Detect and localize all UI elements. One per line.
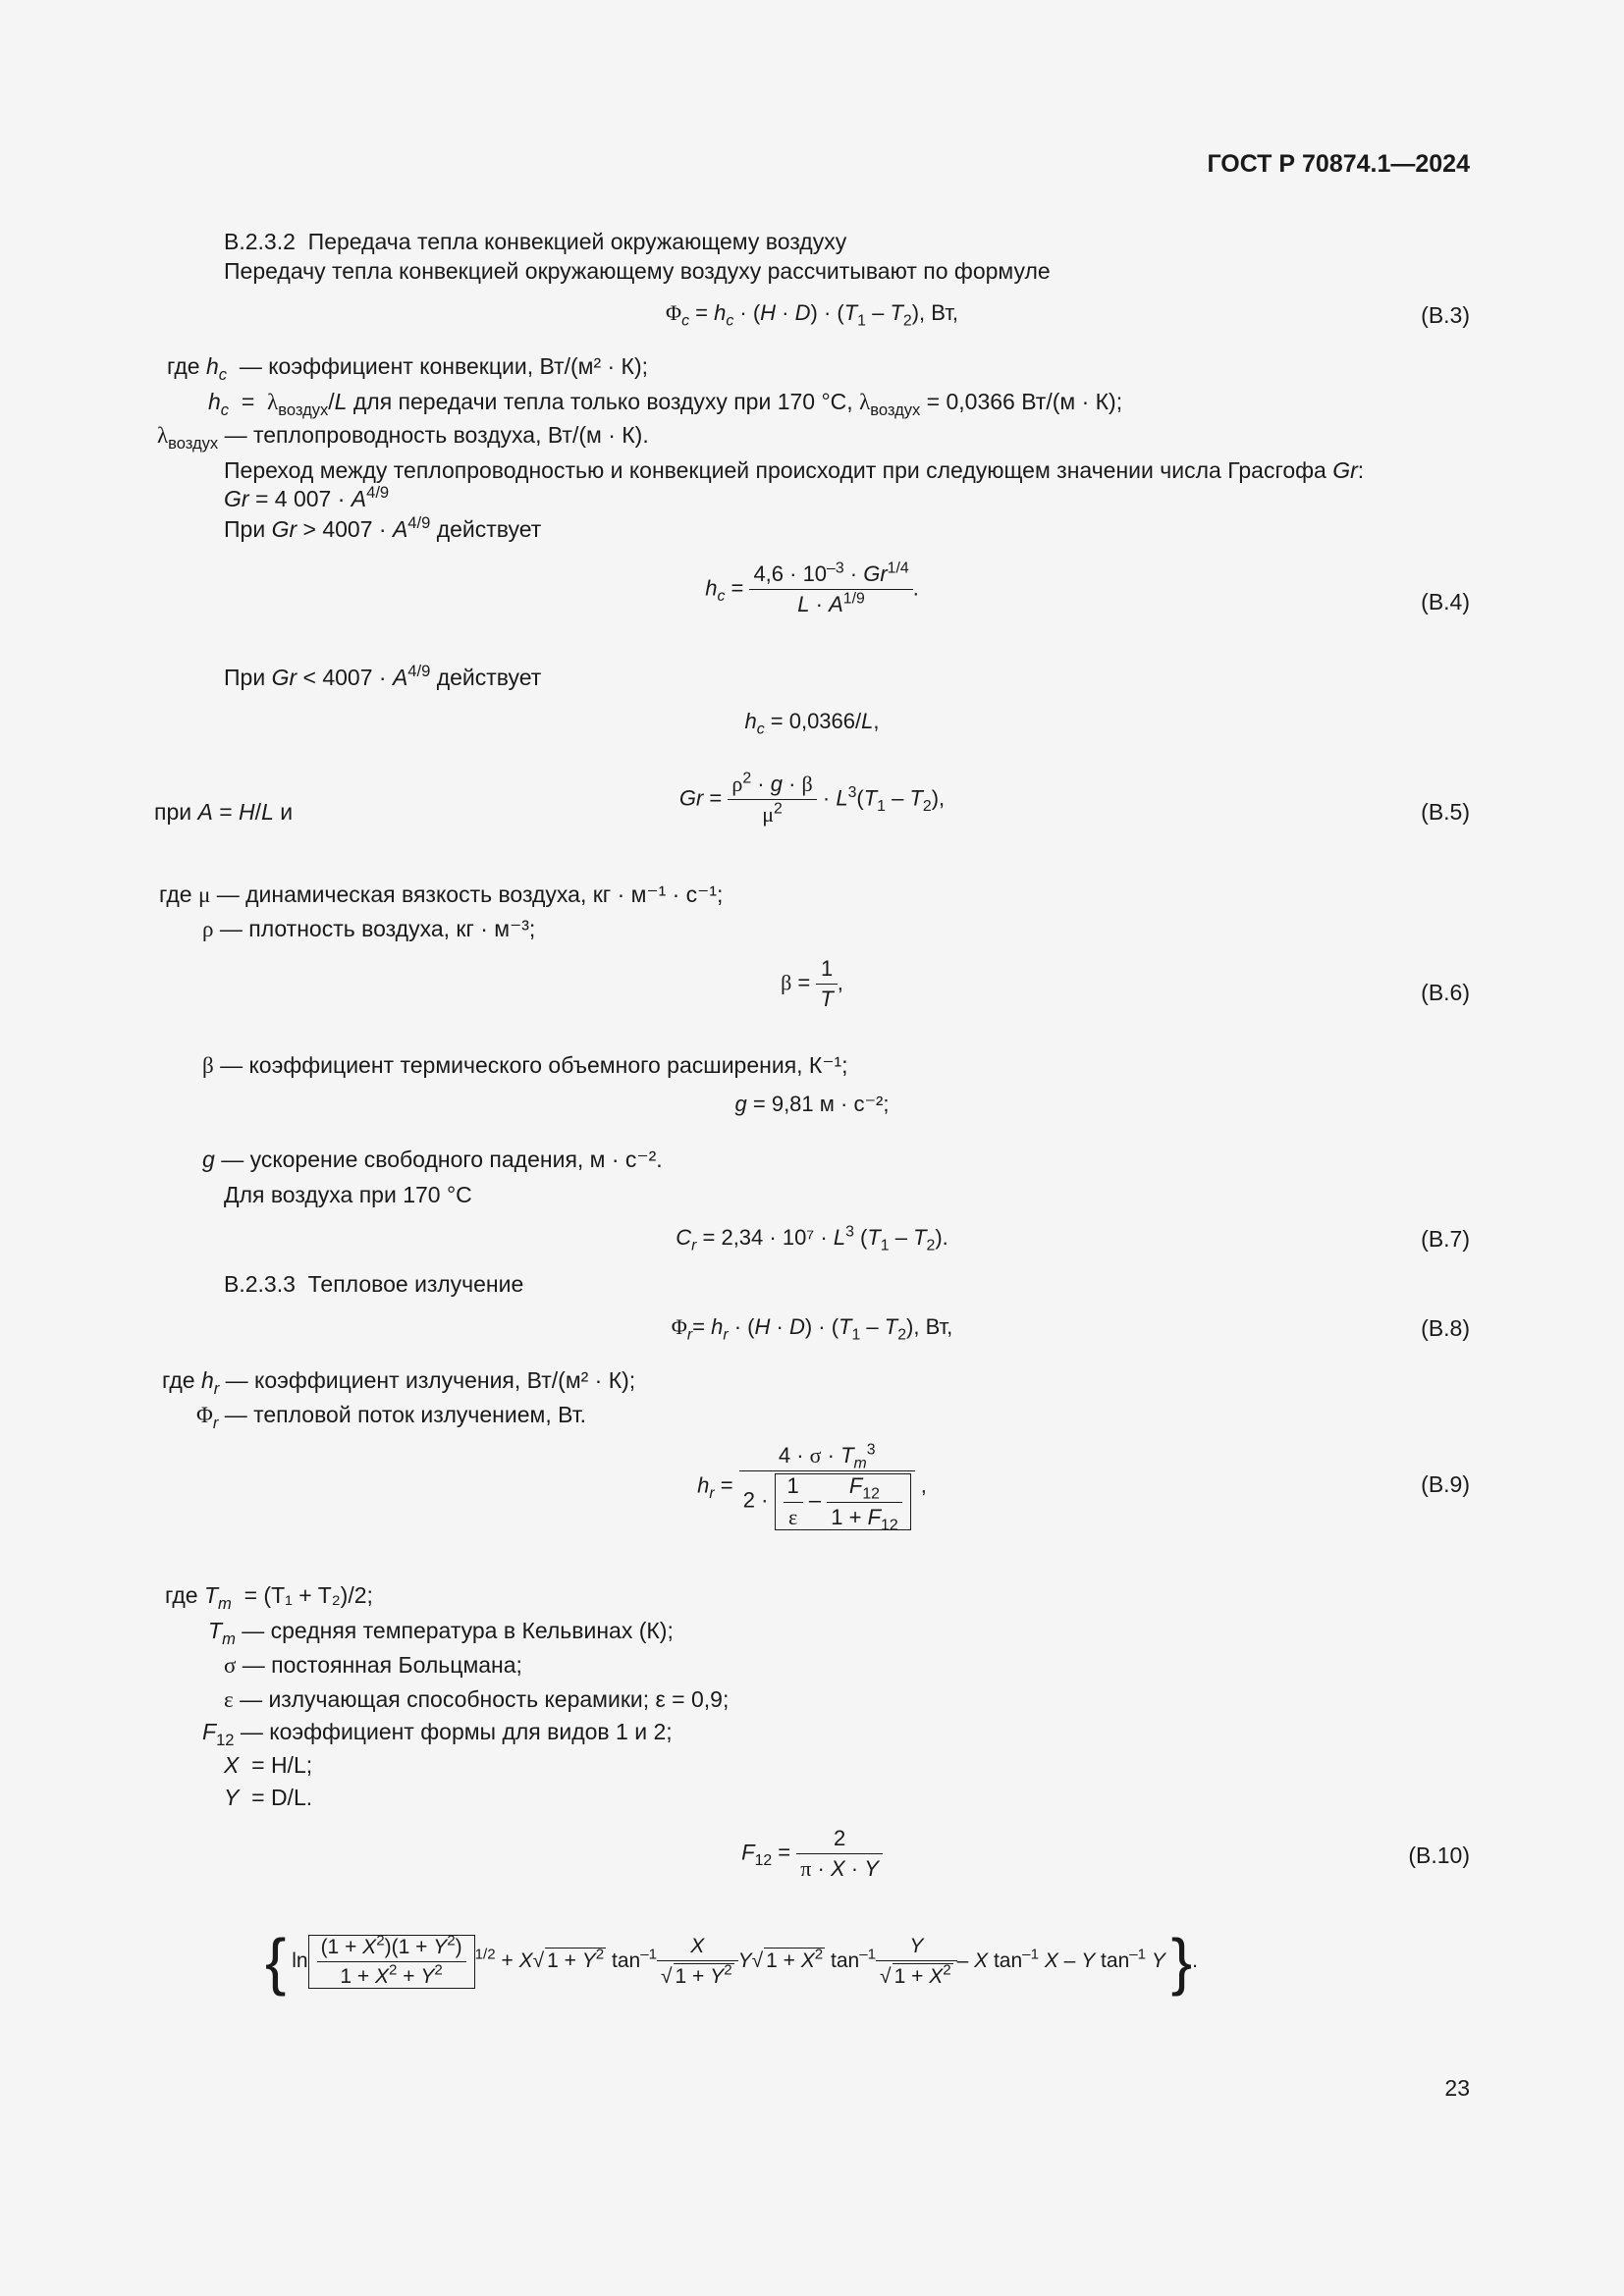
formula-b4: $h_c$ = $\frac{4,6 \cdot 10^{-3} \cdot Gr^{1/4}}{L \cdot A^{1/9}}$ . xyxy=(705,560,919,617)
equation-number: (В.7) xyxy=(1421,1226,1470,1252)
equation-number: (В.6) xyxy=(1421,980,1470,1005)
formula-b5: Gr = $\frac{\rho^2 \cdot g \cdot \beta}{\mu^2}$ · $L^3(T_1 - T_2)$, xyxy=(678,770,946,828)
definition-mu: где μ — динамическая вязкость воздуха, кг · м⁻¹ · с⁻¹; xyxy=(159,881,724,907)
formula-b8: $\Phi_r= h_r \cdot (H \cdot D) \cdot (T_1 - T_2)$, Вт, xyxy=(671,1314,953,1344)
formula-b7: $C_r = 2,34 \cdot 10^7 \cdot L^3$ $(T_1 - T_2)$. xyxy=(676,1223,948,1255)
condition-a: при A = H/L и xyxy=(154,799,294,825)
definition-f12: $F_{12}$ — коэффициент формы для видов 1 и 2; xyxy=(202,1719,673,1749)
definition-rho: ρ — плотность воздуха, кг · м⁻³; xyxy=(202,916,536,941)
definition-hc: где $h_c$ — коэффициент конвекции, Вт/(м² · К); xyxy=(167,353,648,384)
equation-number: (В.8) xyxy=(1421,1315,1470,1341)
grashof-value: Gr = 4 $007 \cdot A^{4/9}$ xyxy=(224,482,390,511)
definition-hc-equation: $h_c = \lambda_{воздух}/L$ для передачи тепла только воздуху при 170 °С, $\lambda_{воздух} = 0,0366$ Вт/(м · К); xyxy=(208,389,1123,419)
definition-beta: β — коэффициент термического объемного расширения, К⁻¹; xyxy=(202,1052,848,1078)
intro-paragraph: Передачу тепла конвекцией окружающему воздуху рассчитывают по формуле xyxy=(224,258,1051,284)
grashof-transition: Переход между теплопроводностью и конвекцией происходит при следующем значении числа Грасгофа Gr: xyxy=(224,457,1365,483)
section-title: Тепловое излучение xyxy=(307,1271,524,1297)
definition-tm-eq: где $T_m = (T_1 + T_2)/2$; xyxy=(165,1582,373,1613)
definition-g: g — ускорение свободного падения, м · с⁻². xyxy=(202,1147,663,1172)
definition-hr: где $h_r$ — коэффициент излучения, Вт/(м² · К); xyxy=(162,1367,636,1398)
definition-lambda: $\lambda_{воздух}$ — теплопроводность воздуха, Вт/(м · К). xyxy=(157,422,649,453)
formula-b10-continuation: { ln $\frac{(1 + X^2)(1 + Y^2)}{1 + X^2 + Y^2}$ $^{1/2}$ + X√ $1 + Y^2$ $\tan^{-1}$ $\frac{X}{√ 1 + Y^2}$ Y√ $1 + X^2$ $\tan^{-1}$ $\frac{Y}{√ 1 + X^2}$ – X $\tan^{-1} X$ – Y $\tan^{-1} Y$ }. xyxy=(265,1926,1198,1997)
document-code: ГОСТ Р 70874.1—2024 xyxy=(1207,150,1470,178)
section-heading-b232 xyxy=(224,229,846,256)
formula-b10: $F_{12}$ = $\frac{2}{\pi \cdot X \cdot Y}$ xyxy=(0,1826,1624,1883)
definition-sigma: σ — постоянная Больцмана; xyxy=(224,1652,522,1678)
equation-number: (В.3) xyxy=(1421,302,1470,328)
page-number: 23 xyxy=(1444,2075,1470,2101)
air-170-note: Для воздуха при 170 °С xyxy=(224,1182,472,1207)
definition-epsilon: ε — излучающая способность керамики; ε = 0,9; xyxy=(224,1686,730,1712)
formula-b9: $h_r$ = $4 \cdot \sigma \cdot T_m^3$ 2 · $\frac{1}{\varepsilon}$ – $\frac{F_{12}}{1 + F_{12}}$ , xyxy=(697,1441,927,1534)
condition-gr-less: При $Gr < 4007 \cdot A^{4/9}$ действует xyxy=(224,661,542,690)
definition-y: Y = D/L. xyxy=(224,1785,313,1810)
equation-number: (В.5) xyxy=(1421,799,1470,825)
condition-gr-greater: При $Gr > 4007 \cdot A^{4/9}$ действует xyxy=(224,512,542,542)
section-title: Передача тепла конвекцией окружающему воздуху xyxy=(307,229,847,254)
section-number: В.2.3.3 xyxy=(224,1271,296,1297)
equation-number: (В.10) xyxy=(1408,1842,1470,1868)
formula-g: g = 9,81 м · с⁻²; xyxy=(734,1092,890,1116)
section-heading-b233 xyxy=(224,1271,523,1299)
formula-hc-simple: $h_c = 0,0366/L$, xyxy=(744,709,880,738)
equation-number: (В.9) xyxy=(1421,1471,1470,1497)
definition-x: X = H/L; xyxy=(224,1752,313,1778)
definition-tm: $T_m$ — средняя температура в Кельвинах (К); xyxy=(208,1618,674,1648)
equation-number: (В.4) xyxy=(1421,589,1470,614)
section-number: В.2.3.2 xyxy=(224,229,296,254)
formula-b3: $\Phi_c = h_c \cdot (H \cdot D) \cdot (T_1 - T_2)$, Вт, xyxy=(666,300,958,330)
definition-phir: $\Phi_r$ — тепловой поток излучением, Вт. xyxy=(196,1402,587,1432)
formula-b6: β = $\frac{1}{T}$ , xyxy=(781,956,843,1012)
